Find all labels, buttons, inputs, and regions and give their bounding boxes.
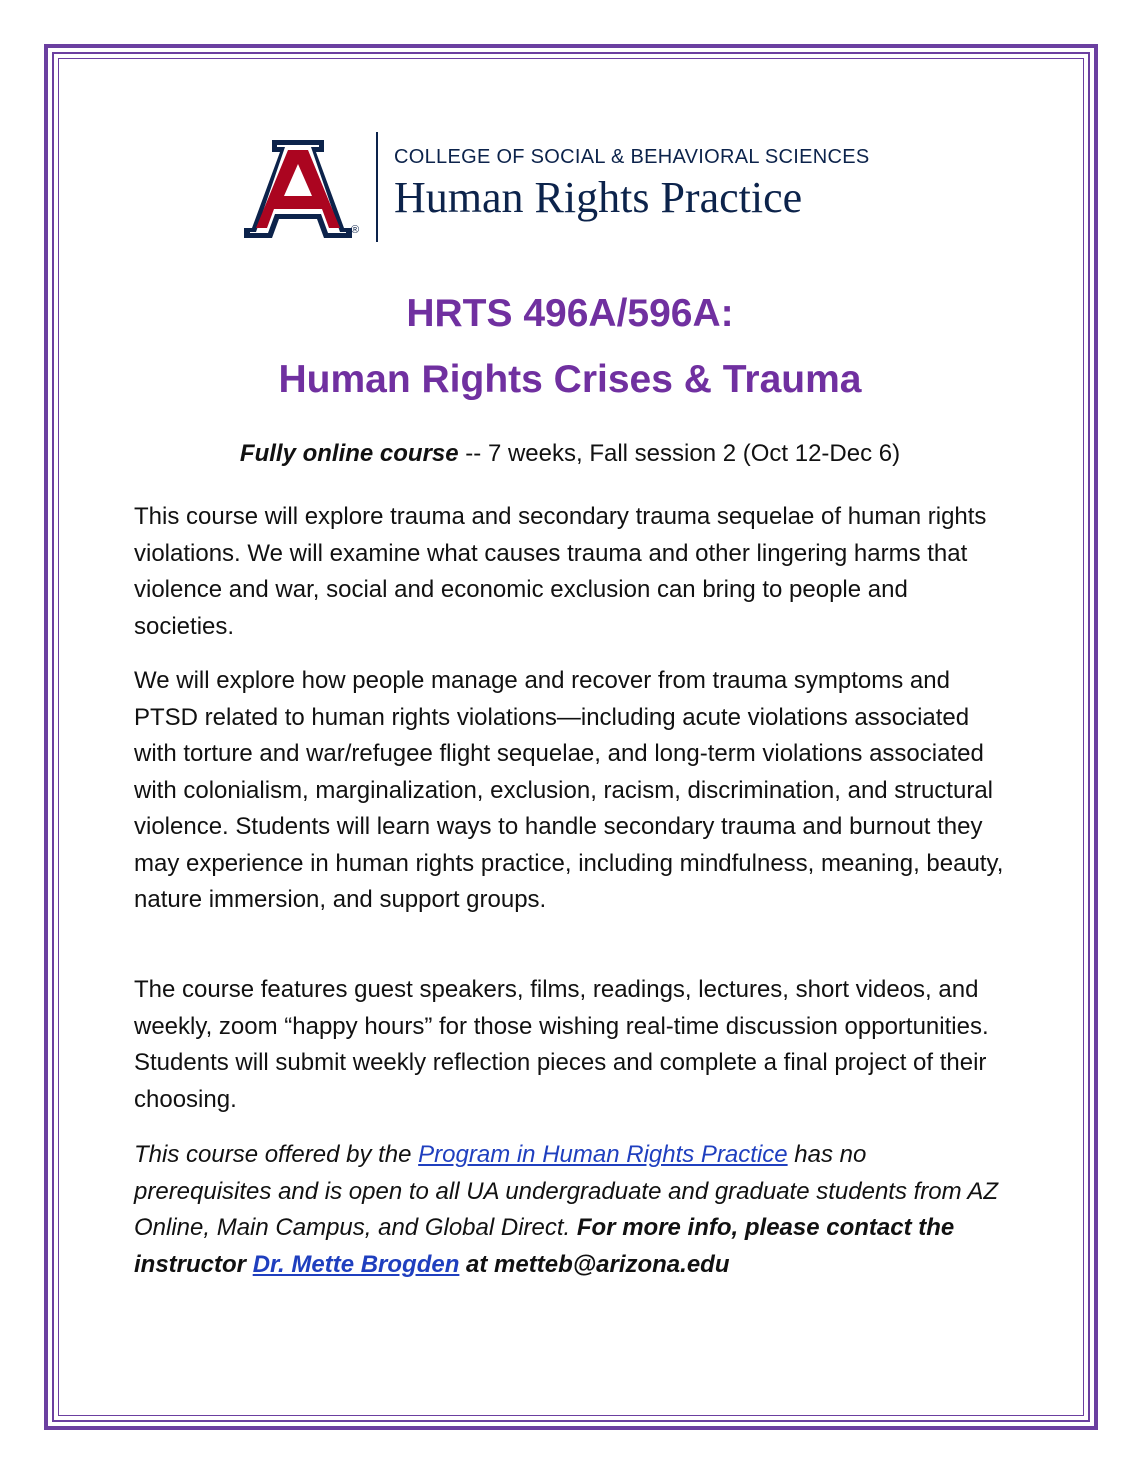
description-paragraph-2: We will explore how people manage and recover from trauma symptoms and PTSD related to human rights violations—including acute violations associated with torture and war/refugee flight sequelae, and long-term violations associated with colonialism, marginalization, exclusion, racism, discrimination, and structural violence. Students will learn ways to handle secondary trauma and burnout they may experience in human rights practice, including mindfulness, meaning, beauty, nature immersion, and support groups.: [134, 667, 1004, 913]
program-name: Human Rights Practice: [394, 173, 803, 222]
registered-mark: ®: [351, 224, 360, 236]
session-info: [0, 440, 1140, 468]
instructor-link[interactable]: Dr. Mette Brogden: [252, 1250, 460, 1278]
contact-email: at metteb@arizona.edu: [459, 1250, 730, 1278]
footer-intro: This course offered by the: [134, 1141, 419, 1168]
college-logo: [238, 132, 898, 244]
contact-prefix: For more info, please contact the instructor: [134, 1214, 955, 1278]
course-code-title: HRTS 496A/596A:: [406, 292, 734, 335]
college-name: COLLEGE OF SOCIAL & BEHAVIORAL SCIENCES: [394, 146, 870, 168]
contact-paragraph: [134, 1137, 1004, 1283]
course-name-title: Human Rights Crises & Trauma: [278, 358, 862, 401]
university-a-logo-icon: [238, 136, 358, 240]
program-link[interactable]: Program in Human Rights Practice: [418, 1141, 788, 1168]
format-emphasis: Fully online course: [239, 440, 459, 467]
description-paragraph-3: The course features guest speakers, films, readings, lectures, short videos, and weekly, zoom “happy hours” for those wishing real-time discussion opportunities. Students will submit weekly reflection pieces and complete a final project of their choosing.: [134, 976, 989, 1113]
session-dates: -- 7 weeks, Fall session 2 (Oct 12-Dec 6): [458, 440, 901, 467]
description-paragraph-1: This course will explore trauma and secondary trauma sequelae of human rights violations. We will examine what causes trauma and other lingering harms that violence and war, social and economic exclusion can bring to people and societies.: [134, 503, 987, 640]
logo-divider: [376, 132, 378, 242]
footer-middle: has no prerequisites and is open to all UA undergraduate and graduate students from AZ Online, Main Campus, and Global Direct.: [134, 1141, 999, 1241]
